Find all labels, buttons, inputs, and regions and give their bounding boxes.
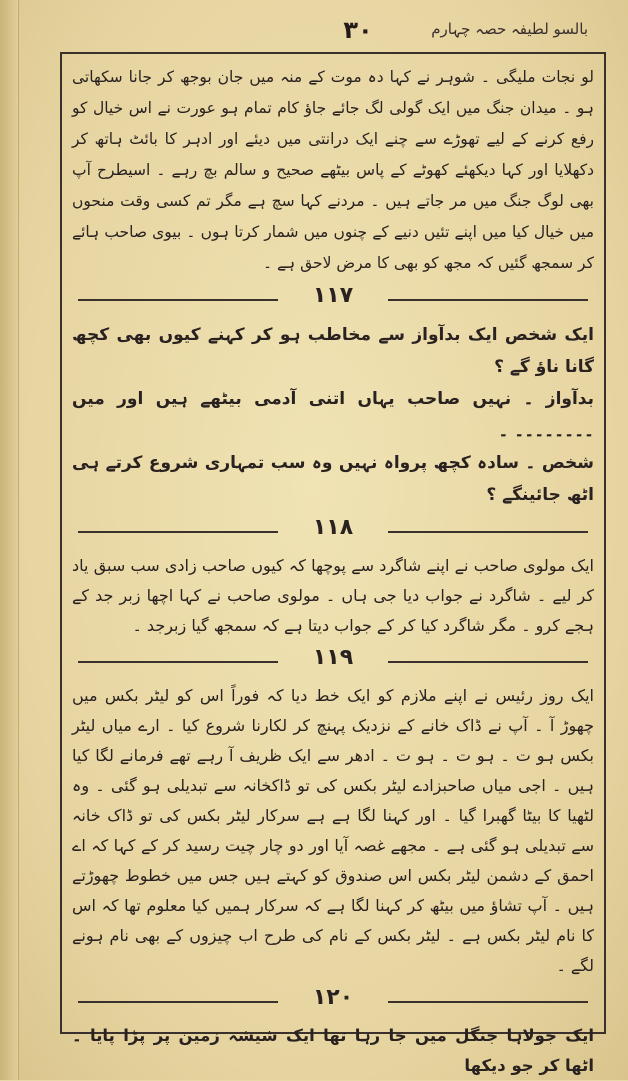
page-header (60, 14, 588, 50)
joke-119 (72, 681, 594, 981)
joke-line: شخص ۔ سادہ کچھ پرواہ نہیں وہ سب تمہاری شروع کرتے ہی اٹھ جائینگے ؟ (72, 453, 594, 505)
joke-line: ایک مولوی صاحب نے اپنے شاگرد سے پوچھا کہ کیوں صاحب زادی سب سبق یاد کر لیے ۔ شاگرد نے جواب دیا جی ہاں ۔ مولوی صاحب نے کہا اچھا زبر جد کے ہجے کرو ۔ مگر شاگرد کیا کر کے جواب دیتا ہے کہ سمجھ گیا زبرجد ۔ (72, 556, 594, 635)
divider-rule (388, 531, 588, 533)
divider-rule (388, 661, 588, 663)
running-head: بالسو لطیفہ حصہ چہارم (431, 20, 588, 38)
joke-line: ایک روز رئیس نے اپنے ملازم کو ایک خط دیا کہ فوراً اس کو لیٹر بکس میں چھوڑ آ ۔ آپ نے ڈاک خانے کے نزدیک پہنچ کر لکارنا شروع کیا ۔ ارے میاں لیٹر بکس ہو ت ۔ ہو ت ۔ ہو ت ۔ ادھر سے ایک ظریف آ رہے تھے فرمانے لگا کیا ہیں ۔ اجی میاں صاحبزادے لیٹر بکس کی تو ڈاکخانہ سے تبدیلی ہو گئی ۔ وہ لٹھیا کا بیٹا گھبرا گیا ۔ اور کہنا لگا ہے ہے سرکار لیٹر بکس کی تو ڈاک خانہ سے تبدیلی ہو گئی ہے ۔ مجھے غصہ آیا اور دو چار چیت رسید کر کے کہا کہ اے احمق کے دشمن لیٹر بکس اس صندوق کو کہتے ہیں جس میں خطوط چھوڑتے ہیں ۔ آپ تشاؤ میں بیٹھ کر کہنا لگا ہے کہ سرکار ہمیں کیا معلوم تھا کہ اس کا نام لیٹر بکس ہے ۔ لیٹر بکس کے نام کی طرح اب چیزوں کے بھی نام ہونے لگے ۔ (72, 686, 594, 975)
joke-divider (72, 515, 594, 549)
joke-number: ۱۱۹ (312, 645, 354, 670)
joke-line: بدآواز ۔ نہیں صاحب یہاں اتنی آدمی بیٹھے ہیں اور میں ۔۔۔۔۔۔۔۔ ۔ (72, 389, 594, 441)
joke-120 (72, 1021, 594, 1081)
joke-117 (72, 319, 594, 511)
divider-rule (388, 1001, 588, 1003)
joke-line: ایک جولاہا جنگل میں جا رہا تھا ایک شیشہ زمین پر پڑا پایا ۔ اٹھا کر جو دیکھا (72, 1026, 594, 1075)
joke-number: ۱۱۷ (312, 283, 354, 308)
page-number: ۳۰ (343, 16, 373, 44)
intro-paragraph: لو نجات ملیگی ۔ شوہر نے کہا دہ موت کے منہ میں جان بوجھ کر جانا سکھاتی ہو ۔ میدان جنگ میں ایک گولی لگ جائے جاؤ کام تمام ہو عورت نے اس خیال کو رفع کرنے کے لیے تھوڑے سے چنے ایک درانتی میں دیئے اور ادہر کا بائٹ ہاتھ کر دکھلایا اور کہا دیکھئے کھوٹے کے پاس بیٹھے صحیح و سالم بچ رہے ۔ اسیطرح آپ بھی لوگ جنگ میں مر جاتے ہیں ۔ مردنے کہا سچ ہے مگر تم کسی وقت منحوں میں خیال کیا میں اپنے تئیں دنیے کے چنوں میں شمار کرتا ہوں ۔ بیوی صاحب ہائے کر سمجھ گئیں کہ مجھ کو بھی کا مرض لاحق ہے ۔ (72, 68, 594, 272)
divider-rule (388, 299, 588, 301)
joke-divider (72, 645, 594, 679)
joke-divider (72, 283, 594, 317)
text-frame (60, 52, 606, 1075)
joke-line: ایک شخص ایک بدآواز سے مخاطب ہو کر کہنے کیوں بھی کچھ گانا ناؤ گے ؟ (72, 325, 594, 377)
joke-number: ۱۲۰ (312, 985, 354, 1010)
joke-118 (72, 551, 594, 641)
page-binding-edge (0, 0, 19, 1080)
joke-divider (72, 985, 594, 1019)
joke-number: ۱۱۸ (312, 515, 354, 540)
page-content (72, 62, 594, 1081)
